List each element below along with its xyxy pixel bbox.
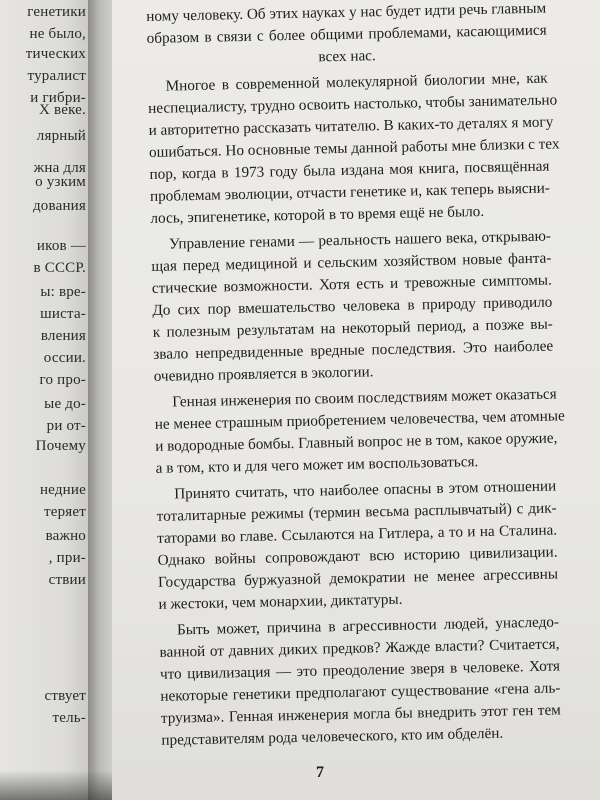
- left-page-fragment: и гибри-: [30, 90, 86, 106]
- paragraph: [156, 476, 559, 616]
- text-line: а в том, кто и для чего может им воспользоваться.: [155, 453, 479, 477]
- paragraph: [154, 384, 565, 480]
- text-line: ошибаться. Но основные темы данной работы мне близки с тех: [148, 135, 560, 161]
- page-number: 7: [316, 764, 324, 781]
- text-line: лось, эпигенетике, которой в то время ещё не было.: [150, 202, 485, 227]
- text-line: Государства буржуазной демократии не менее агрессивны: [157, 565, 559, 591]
- paragraph: [147, 68, 560, 230]
- text-line: Быть может, причина в агрессивности людей, унаследо-: [176, 613, 560, 639]
- paragraph: [159, 611, 562, 751]
- text-line: Многое в современной молекулярной биологии мне, как: [165, 69, 548, 95]
- left-page-fragment: иков —: [36, 238, 86, 254]
- left-page-fragment: жна для: [33, 160, 86, 176]
- text-line: и водородные бомбы. Главный вопрос не в том, какое оружие,: [155, 429, 558, 455]
- text-line: не менее страшным приобретением человечества, чем атомные: [154, 407, 565, 433]
- left-page-fragment: теряет: [43, 504, 86, 520]
- text-line: труизма». Генная инженерия могла бы внедрить этот ген тем: [160, 701, 562, 727]
- text-line: стические возможности. Хотя есть и тревожные симптомы.: [151, 271, 553, 297]
- text-line: проблемам эволюции, отчасти генетике и, как теперь выясни-: [149, 179, 551, 205]
- text-line: к полезным результатам на некоторый период, а позже вы-: [152, 315, 553, 341]
- text-line: и авторитетно рассказать читателю. В каких-то деталях я могу: [148, 113, 554, 139]
- left-page-fragment: ствии: [48, 572, 86, 588]
- text-line: Управление генами — реальность нашего века, открываю-: [168, 227, 552, 253]
- left-page-fragment: Почему: [35, 438, 86, 454]
- page-body-text: [146, 0, 565, 756]
- text-line: звало непредвиденные вредные последствия. Это наиболее: [153, 337, 554, 363]
- left-page-fragment: тических: [25, 46, 86, 62]
- left-page-fragment: дования: [32, 198, 86, 214]
- text-line: ному человеку. Об этих науках у нас будет идти речь главным: [146, 0, 547, 25]
- text-line: некоторые генетики предполагают существование «гена аль-: [160, 679, 561, 705]
- text-line: что цивилизация — это преодоление зверя в человеке. Хотя: [159, 657, 561, 683]
- text-line: Однако войны сопровождают всю историю цивилизации.: [157, 543, 558, 569]
- left-page-fragment: недние: [39, 482, 86, 498]
- text-line: всех нас.: [318, 47, 376, 66]
- paragraph: [151, 226, 554, 388]
- left-page-fragment: важно: [45, 528, 86, 544]
- left-page-fragment: , при-: [48, 550, 86, 566]
- left-page-fragment: ые до-: [44, 396, 86, 412]
- text-line: образом в связи с более общими проблемами, касающимися: [146, 21, 547, 47]
- left-page-fragment: шиста-: [40, 306, 86, 322]
- text-line: ванной от давних диких предков? Жажде власти? Считается,: [159, 635, 560, 661]
- text-line: и жестоки, чем монархии, диктатуры.: [158, 590, 403, 613]
- left-page-fragment: X веке.: [39, 102, 86, 118]
- bottom-shadow: [0, 770, 112, 800]
- left-page: [0, 0, 92, 800]
- left-page-fragment: лярный: [36, 128, 86, 144]
- left-page-fragment: ри от-: [46, 418, 86, 434]
- left-page-fragment: ствует: [44, 688, 86, 704]
- left-page-fragment: тель-: [52, 710, 86, 726]
- text-line: тоталитарные режимы (термин весьма расплывчатый) с дик-: [156, 499, 557, 525]
- text-line: До сих пор вмешательство человека в природу приводило: [152, 293, 553, 319]
- text-line: очевидно проявляется в экологии.: [153, 363, 374, 385]
- text-line: неспециалисту, трудно освоить настолько, чтобы занимательно: [147, 91, 558, 117]
- left-page-fragment: го про-: [39, 372, 86, 388]
- text-line: таторами во главе. Ссылаются на Гитлера, а то и на Сталина.: [156, 521, 558, 547]
- left-page-fragment: о узким: [35, 174, 86, 190]
- left-page-fragment: ы: вре-: [40, 284, 86, 300]
- paragraph: [146, 0, 547, 72]
- text-line: представителям рода человеческого, кто им обделён.: [161, 724, 504, 749]
- left-page-fragment: вления: [40, 328, 86, 344]
- left-page-fragment: оссии.: [43, 350, 86, 366]
- text-line: щая перед медициной и сельским хозяйством новые фанта-: [151, 249, 552, 275]
- left-page-fragment: не было,: [29, 26, 86, 42]
- left-page-fragment: в СССР.: [33, 260, 86, 276]
- left-page-fragment: генетики: [27, 4, 86, 20]
- text-line: Принято считать, что наиболее опасны в этом отношении: [174, 477, 557, 503]
- left-page-fragment: туралист: [27, 68, 86, 84]
- text-line: Генная инженерия по своим последствиям может оказаться: [172, 385, 557, 411]
- text-line: пор, когда в 1973 году была издана моя книга, посвящённая: [149, 157, 550, 183]
